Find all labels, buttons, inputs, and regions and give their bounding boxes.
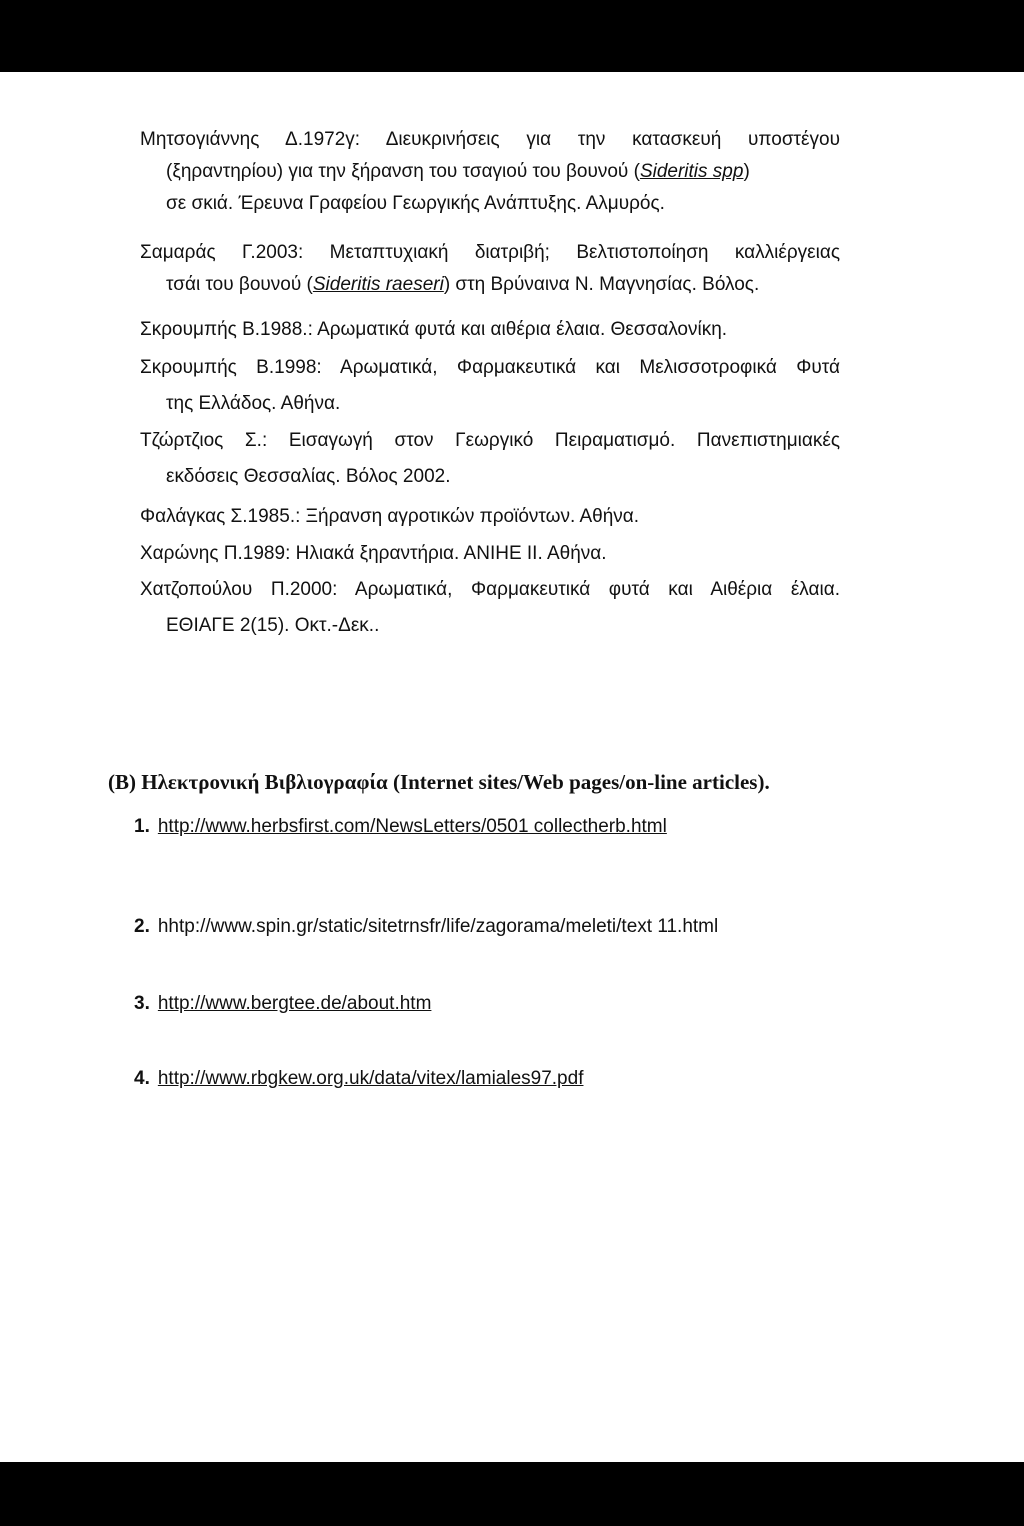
web-link[interactable]: hhtp://www.spin.gr/static/sitetrnsfr/life/zagorama/meleti/text 11.html bbox=[157, 916, 719, 937]
section-heading-electronic-bibliography: (Β) Ηλεκτρονική Βιβλιογραφία (Internet sites/Web pages/on-line articles). bbox=[108, 770, 770, 794]
reference-line: Σκρουμπής Β.1988.: Αρωματικά φυτά και αιθέρια έλαια. Θεσσαλονίκη. bbox=[140, 319, 728, 340]
reference-line: Χατζοπούλου Π.2000: Αρωματικά, Φαρμακευτικά φυτά και Αιθέρια έλαια. bbox=[140, 579, 840, 600]
reference-line: της Ελλάδος. Αθήνα. bbox=[166, 393, 341, 414]
web-reference bbox=[134, 1068, 583, 1090]
reference-text: ) στη Βρύναινα Ν. Μαγνησίας. Βόλος. bbox=[443, 274, 760, 295]
reference-tzortzios bbox=[140, 429, 840, 489]
list-number: 2. bbox=[134, 916, 150, 937]
web-link[interactable]: http://www.rbgkew.org.uk/data/vitex/lamiales97.pdf bbox=[157, 1068, 584, 1089]
web-link[interactable]: http://www.herbsfirst.com/NewsLetters/0501 collectherb.html bbox=[157, 816, 667, 837]
reference-text: (ξηραντηρίου) για την ξήρανση του τσαγιού του βουνού ( bbox=[166, 161, 640, 182]
reference-line: ΕΘΙΑΓΕ 2(15). Οκτ.-Δεκ.. bbox=[166, 615, 380, 636]
reference-charonis bbox=[140, 542, 840, 566]
web-link[interactable]: http://www.bergtee.de/about.htm bbox=[157, 993, 432, 1014]
species-name: Sideritis raeseri bbox=[312, 274, 444, 295]
web-reference bbox=[134, 916, 718, 938]
reference-line: σε σκιά. Έρευνα Γραφείου Γεωργικής Ανάπτυξης. Αλμυρός. bbox=[166, 193, 665, 214]
reference-line: εκδόσεις Θεσσαλίας. Βόλος 2002. bbox=[166, 466, 451, 487]
top-black-band bbox=[0, 0, 1024, 72]
bottom-black-band bbox=[0, 1462, 1024, 1526]
reference-falagkas bbox=[140, 505, 840, 529]
reference-text: τσάι του βουνού ( bbox=[166, 274, 313, 295]
reference-line: Χαρώνης Π.1989: Ηλιακά ξηραντήρια. ΑΝΙΗΕ ΙΙ. Αθήνα. bbox=[140, 543, 607, 564]
list-number: 1. bbox=[134, 816, 150, 837]
reference-chatzopoulou bbox=[140, 578, 840, 638]
reference-mitsogiannis bbox=[140, 128, 840, 216]
species-name: Sideritis spp bbox=[639, 161, 744, 182]
reference-samaras bbox=[140, 241, 840, 297]
reference-line: Τζώρτζιος Σ.: Εισαγωγή στον Γεωργικό Πειραματισμό. Πανεπιστημιακές bbox=[140, 430, 840, 451]
reference-text: ) bbox=[743, 161, 750, 182]
reference-skroumpis-1998 bbox=[140, 356, 840, 416]
reference-line bbox=[140, 273, 840, 297]
reference-skroumpis-1988 bbox=[140, 318, 840, 342]
list-number: 4. bbox=[134, 1068, 150, 1089]
reference-line: Σαμαράς Γ.2003: Μεταπτυχιακή διατριβή; Βελτιστοποίηση καλλιέργειας bbox=[140, 242, 840, 263]
web-reference bbox=[134, 816, 667, 838]
reference-line: Σκρουμπής Β.1998: Αρωματικά, Φαρμακευτικά και Μελισσοτροφικά Φυτά bbox=[140, 357, 840, 378]
reference-line: Φαλάγκας Σ.1985.: Ξήρανση αγροτικών προϊόντων. Αθήνα. bbox=[140, 506, 640, 527]
list-number: 3. bbox=[134, 993, 150, 1014]
reference-line: Μητσογιάννης Δ.1972γ: Διευκρινήσεις για την κατασκευή υποστέγου bbox=[140, 129, 840, 150]
web-reference bbox=[134, 993, 431, 1015]
reference-line bbox=[140, 160, 840, 184]
